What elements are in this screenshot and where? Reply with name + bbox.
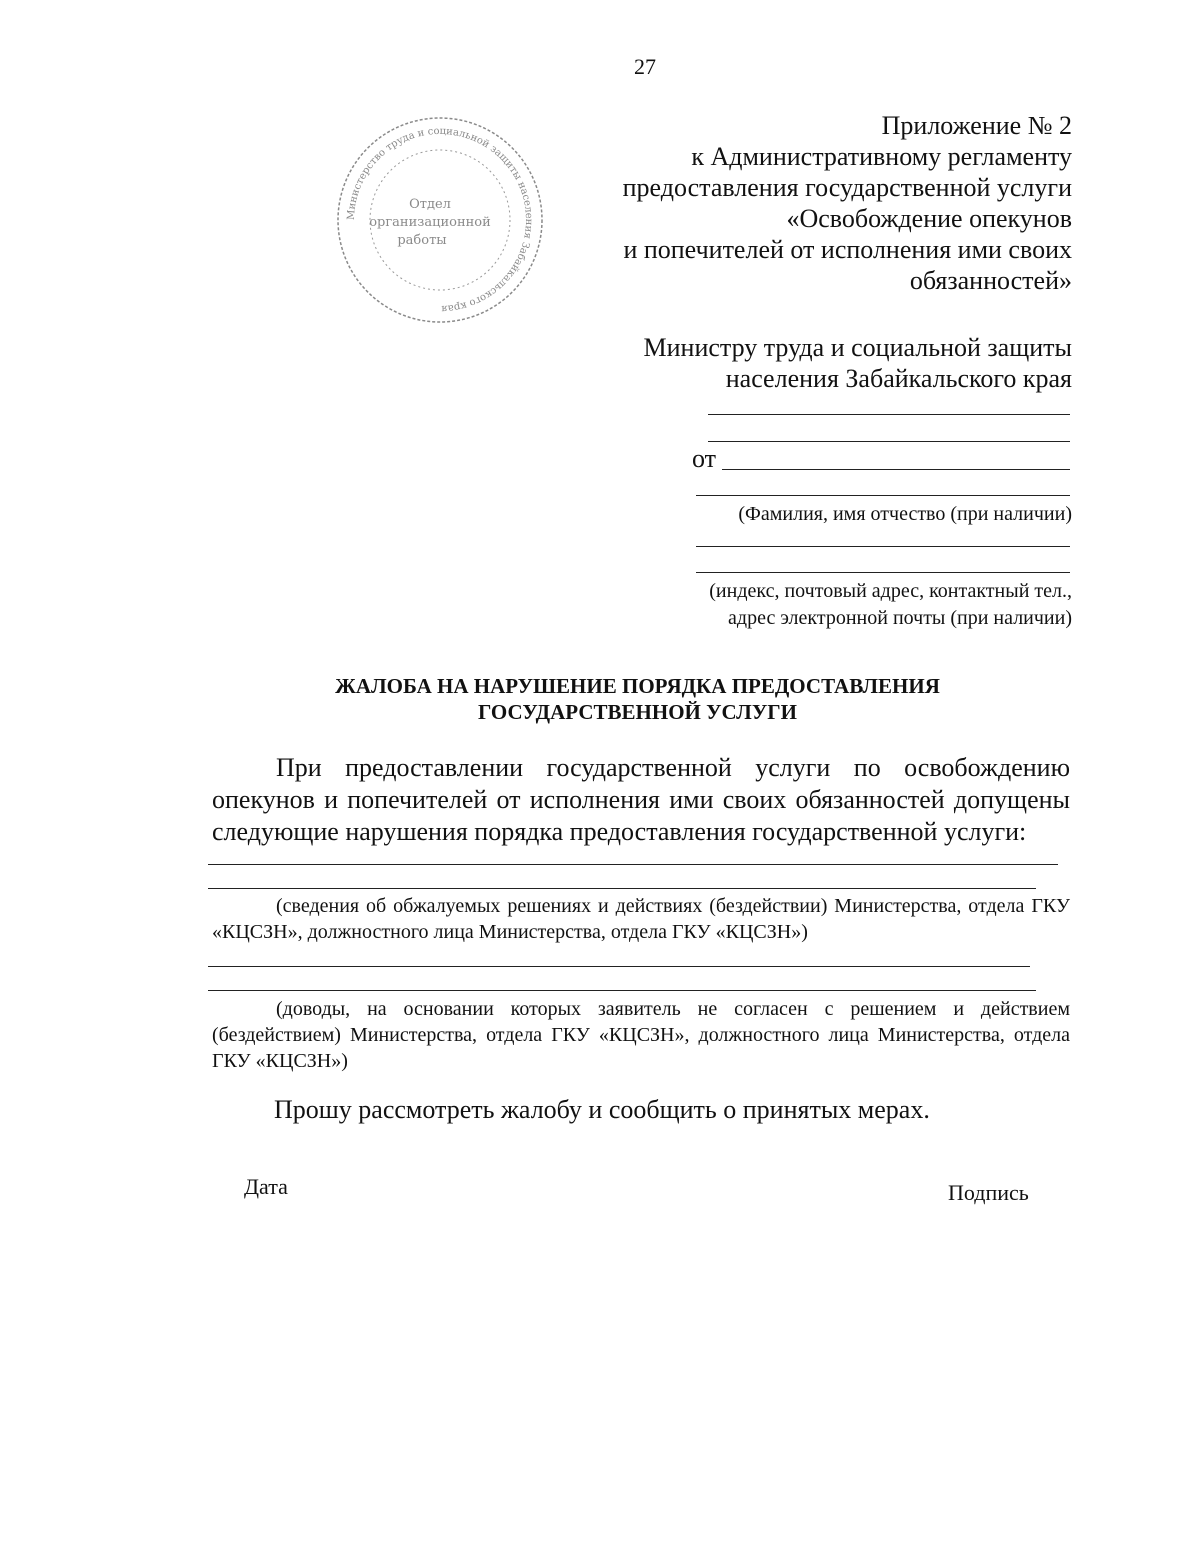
caption-address [652,578,1072,632]
stamp-center-line-3: работы [397,233,447,248]
blank-line [696,572,1070,573]
addressee-line-1: Министру труда и социальной защиты [643,333,1072,362]
addressee-line-2: населения Забайкальского края [725,364,1072,393]
title-line-2: ГОСУДАРСТВЕННОЙ УСЛУГИ [478,700,797,724]
appendix-line-5: и попечителей от исполнения ими своих обязанностей» [623,235,1072,295]
blank-line [696,495,1070,496]
blank-line [708,414,1070,415]
page-number: 27 [634,54,656,79]
blank-line [208,864,1058,865]
blank-line [696,546,1070,547]
document-title [0,673,1200,725]
signature-label: Подпись [948,1180,1029,1205]
appendix-line-1: Приложение № 2 [881,111,1072,140]
addressee-block [552,332,1072,394]
stamp-ring-text: Министерство труда и социальной защиты населения Забайкальского края [345,125,535,315]
request-text: Прошу рассмотреть жалобу и сообщить о принятых мерах. [274,1095,930,1124]
caption-full-name: (Фамилия, имя отчество (при наличии) [738,503,1072,525]
title-line-1: ЖАЛОБА НА НАРУШЕНИЕ ПОРЯДКА ПРЕДОСТАВЛЕНИЯ [335,674,940,698]
blank-line [708,441,1070,442]
body-paragraph: При предоставлении государственной услуги по освобождению опекунов и попечителей от исполнения ими своих обязанностей допущены следующие нарушения порядка предоставления государственной услуги: [212,753,1070,846]
blank-line [208,888,1036,889]
caption-address-line-2: адрес электронной почты (при наличии) [728,607,1072,629]
blank-line [208,966,1030,967]
caption-address-line-1: (индекс, почтовый адрес, контактный тел., [709,580,1072,602]
blank-line [208,990,1036,991]
note-decisions: (сведения об обжалуемых решениях и действиях (бездействии) Министерства, отдела ГКУ «КЦСЗН», должностного лица Министерства, отдела ГКУ «КЦСЗН») [212,895,1070,943]
appendix-header [512,110,1072,296]
appendix-line-3: предоставления государственной услуги [622,173,1072,202]
appendix-line-4: «Освобождение опекунов [786,204,1072,233]
from-label: от [692,444,717,473]
appendix-line-2: к Административному регламенту [691,142,1072,171]
note-arguments: (доводы, на основании которых заявитель не согласен с решением и действием (бездействием) Министерства, отдела ГКУ «КЦСЗН», должностного лица Министерства, отдела ГКУ «КЦСЗН») [212,998,1070,1072]
stamp-center-line-1: Отдел [409,197,451,212]
from-blank-line [722,469,1070,470]
stamp-center-line-2: организационной [369,215,491,230]
date-label: Дата [244,1174,288,1199]
